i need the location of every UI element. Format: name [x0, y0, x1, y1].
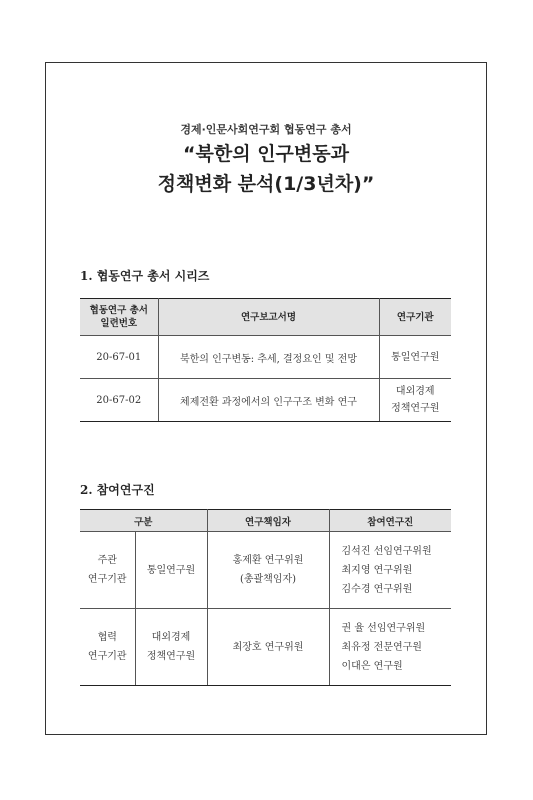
title-line-1: “북한의 인구변동과	[183, 143, 349, 165]
page-frame	[45, 62, 487, 735]
serial-cell: 20-67-02	[80, 379, 158, 422]
document-title	[46, 139, 486, 199]
col-org: 연구기관	[379, 299, 451, 336]
institution-cell: 통일연구원	[135, 532, 207, 609]
col-lead: 연구책임자	[207, 510, 329, 532]
role-cell: 협력 연구기관	[80, 609, 135, 686]
series-table-header	[80, 299, 451, 336]
org-cell: 통일연구원	[379, 336, 451, 379]
col-serial: 협동연구 총서 일련번호	[80, 299, 158, 336]
table-row	[80, 379, 451, 422]
section-2-heading: 2. 참여연구진	[80, 483, 155, 497]
series-table	[80, 298, 451, 422]
members-cell: 권 율 선임연구위원 최유정 전문연구원 이대은 연구원	[329, 609, 451, 686]
lead-cell: 최장호 연구위원	[207, 609, 329, 686]
org-line: 경제·인문사회연구회 협동연구 총서	[180, 123, 352, 136]
lead-cell: 홍제환 연구위원 (총괄책임자)	[207, 532, 329, 609]
section-1-heading: 1. 협동연구 총서 시리즈	[80, 269, 210, 283]
institution-cell: 대외경제 정책연구원	[135, 609, 207, 686]
researchers-table-header	[80, 510, 451, 532]
table-row	[80, 609, 451, 686]
col-category: 구분	[80, 510, 207, 532]
report-cell: 북한의 인구변동: 추세, 결정요인 및 전망	[158, 336, 379, 379]
table-row	[80, 532, 451, 609]
title-line-2: 정책변화 분석(1/3년차)”	[157, 173, 375, 195]
role-cell: 주관 연구기관	[80, 532, 135, 609]
org-cell: 대외경제 정책연구원	[379, 379, 451, 422]
researchers-table	[80, 509, 451, 686]
col-report: 연구보고서명	[158, 299, 379, 336]
table-row	[80, 336, 451, 379]
members-cell: 김석진 선임연구위원 최지영 연구위원 김수경 연구위원	[329, 532, 451, 609]
col-members: 참여연구진	[329, 510, 451, 532]
serial-cell: 20-67-01	[80, 336, 158, 379]
report-cell: 체제전환 과정에서의 인구구조 변화 연구	[158, 379, 379, 422]
